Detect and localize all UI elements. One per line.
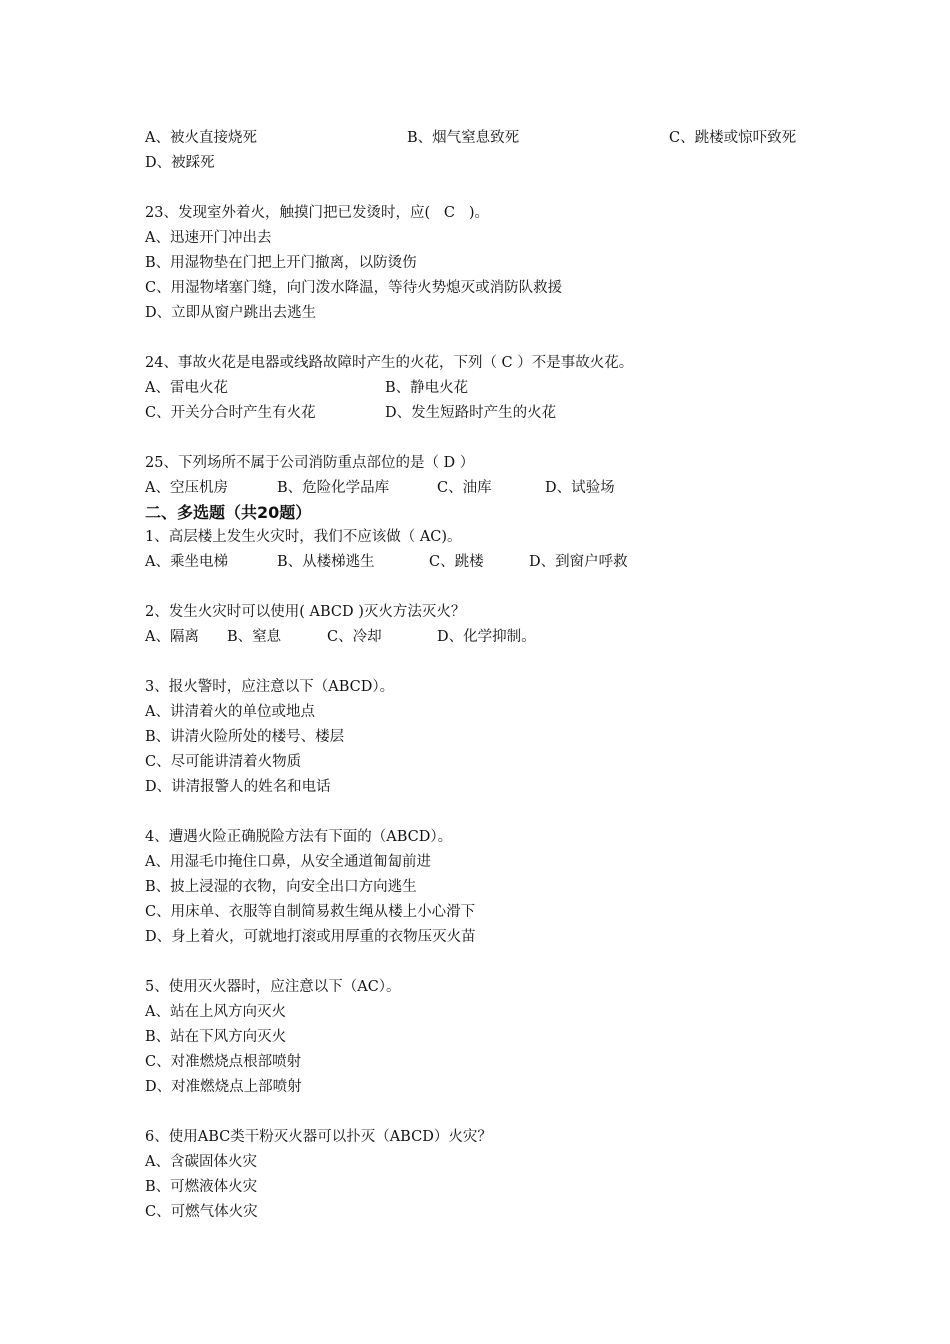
m5-option-a: A、站在上风方向灭火	[145, 1004, 286, 1020]
m2-question: 2、发生火灾时可以使用( ABCD )灭火方法灭火？	[145, 604, 466, 620]
spacer	[145, 1100, 835, 1125]
m6-option-b: B、可燃液体火灾	[145, 1179, 258, 1195]
q22-options-row	[145, 126, 835, 151]
m3-option-d: D、讲清报警人的姓名和电话	[145, 779, 331, 795]
m1-option-d: D、到窗户呼救	[529, 554, 628, 570]
q24-option-a: A、雷电火花	[145, 380, 228, 396]
q23-question: 23、发现室外着火，触摸门把已发烫时，应( C )。	[145, 205, 490, 221]
m3-option-b: B、讲清火险所处的楼号、楼层	[145, 729, 345, 745]
q24-option-d: D、发生短路时产生的火花	[385, 405, 557, 421]
q24-options-row-2	[145, 401, 835, 426]
spacer	[145, 176, 835, 201]
m2-option-c: C、冷却	[327, 629, 382, 645]
m2-option-a: A、隔离	[145, 629, 199, 645]
m4-question: 4、遭遇火险正确脱险方法有下面的（ABCD）。	[145, 829, 453, 845]
document-page	[145, 126, 835, 1225]
q25-option-d: D、试验场	[545, 480, 615, 496]
q22-option-c: C、跳楼或惊吓致死	[669, 130, 797, 146]
m3-option-c: C、尽可能讲清着火物质	[145, 754, 302, 770]
m1-option-b: B、从楼梯逃生	[277, 554, 375, 570]
q25-option-b: B、危险化学品库	[277, 480, 390, 496]
m4-option-d: D、身上着火，可就地打滚或用厚重的衣物压灭火苗	[145, 929, 476, 945]
m2-option-b: B、窒息	[227, 629, 282, 645]
q23-option-a: A、迅速开门冲出去	[145, 230, 272, 246]
q24-option-b: B、静电火花	[385, 380, 469, 396]
q23-option-d: D、立即从窗户跳出去逃生	[145, 305, 317, 321]
q24-question: 24、事故火花是电器或线路故障时产生的火花，下列（ C ）不是事故火花。	[145, 355, 634, 371]
q22-option-d: D、被踩死	[145, 155, 215, 171]
spacer	[145, 575, 835, 600]
m6-question: 6、使用ABC类干粉灭火器可以扑灭（ABCD）火灾？	[145, 1129, 492, 1145]
m4-option-a: A、用湿毛巾掩住口鼻，从安全通道匍匐前进	[145, 854, 431, 870]
m4-option-c: C、用床单、衣服等自制简易救生绳从楼上小心滑下	[145, 904, 476, 920]
spacer	[145, 650, 835, 675]
spacer	[145, 326, 835, 351]
m5-question: 5、使用灭火器时，应注意以下（AC）。	[145, 979, 401, 995]
q25-option-c: C、油库	[437, 480, 492, 496]
spacer	[145, 950, 835, 975]
m5-option-c: C、对准燃烧点根部喷射	[145, 1054, 302, 1070]
q25-question: 25、下列场所不属于公司消防重点部位的是（ D ）	[145, 455, 475, 471]
q23-option-b: B、用湿物垫在门把上开门撤离，以防烫伤	[145, 255, 417, 271]
m2-option-d: D、化学抑制。	[437, 629, 536, 645]
m6-option-c: C、可燃气体火灾	[145, 1204, 258, 1220]
m3-question: 3、报火警时，应注意以下（ABCD）。	[145, 679, 395, 695]
m5-option-d: D、对准燃烧点上部喷射	[145, 1079, 302, 1095]
q25-options-row	[145, 476, 835, 501]
spacer	[145, 426, 835, 451]
m1-option-a: A、乘坐电梯	[145, 554, 228, 570]
m3-option-a: A、讲清着火的单位或地点	[145, 704, 315, 720]
m6-option-a: A、含碳固体火灾	[145, 1154, 257, 1170]
spacer	[145, 800, 835, 825]
q24-options-row-1	[145, 376, 835, 401]
q25-option-a: A、空压机房	[145, 480, 228, 496]
m1-options-row	[145, 550, 835, 575]
q24-option-c: C、开关分合时产生有火花	[145, 405, 316, 421]
m1-option-c: C、跳楼	[429, 554, 484, 570]
q22-option-b: B、烟气窒息致死	[407, 130, 520, 146]
m1-question: 1、高层楼上发生火灾时，我们不应该做（ AC)。	[145, 529, 462, 545]
m2-options-row	[145, 625, 835, 650]
section-heading: 二、多选题（共20题）	[145, 503, 312, 522]
q23-option-c: C、用湿物堵塞门缝，向门泼水降温，等待火势熄灭或消防队救援	[145, 280, 563, 296]
q22-option-a: A、被火直接烧死	[145, 130, 257, 146]
m5-option-b: B、站在下风方向灭火	[145, 1029, 287, 1045]
m4-option-b: B、披上浸湿的衣物，向安全出口方向逃生	[145, 879, 417, 895]
